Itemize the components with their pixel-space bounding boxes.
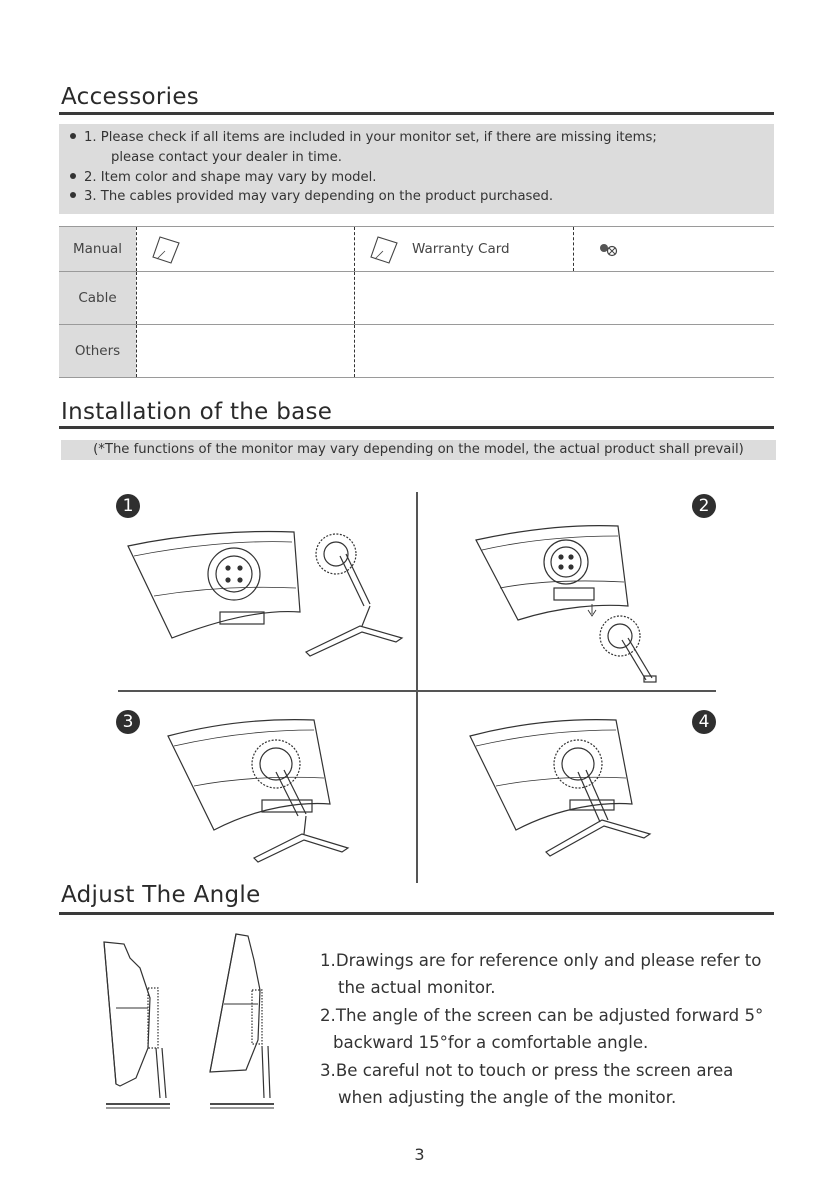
step-number-3: 3 — [116, 710, 140, 734]
installation-rule — [59, 426, 774, 429]
note-3: 3. The cables provided may vary depending on the product purchased. — [70, 189, 553, 204]
step-number-1: 1 — [116, 494, 140, 518]
bullet-icon — [70, 173, 76, 179]
angle-heading: Adjust The Angle — [61, 882, 261, 908]
accessories-table — [59, 226, 774, 378]
accessories-rule — [59, 112, 774, 115]
angle-instructions — [320, 947, 763, 1111]
table-row — [59, 325, 774, 378]
note-1: 1. Please check if all items are included in your monitor set, if there are missing items; — [70, 130, 657, 145]
page-number: 3 — [414, 1145, 425, 1164]
accessories-notes — [59, 124, 774, 214]
step-3-illustration — [164, 712, 364, 862]
angle-line-3: 2.The angle of the screen can be adjusted forward 5° — [320, 1005, 764, 1025]
angle-line-6: when adjusting the angle of the monitor. — [338, 1088, 677, 1108]
step-2-illustration — [472, 522, 672, 692]
angle-line-5: 3.Be careful not to touch or press the screen area — [320, 1060, 734, 1080]
step-4-illustration — [466, 712, 666, 862]
bullet-icon — [70, 192, 76, 198]
note-1-cont: please contact your dealer in time. — [111, 150, 342, 165]
manual-icon — [151, 235, 181, 265]
row-label-others: Others — [59, 325, 137, 378]
angle-line-4: backward 15°for a comfortable angle. — [333, 1033, 649, 1053]
accessories-heading: Accessories — [61, 84, 200, 110]
bullet-icon — [70, 133, 76, 139]
warranty-card-icon — [369, 235, 399, 265]
angle-line-2: the actual monitor. — [338, 978, 496, 998]
step-1-illustration — [124, 526, 414, 656]
row-label-manual: Manual — [59, 227, 137, 272]
monitor-side-backward-illustration — [206, 930, 286, 1110]
step-number-4: 4 — [692, 710, 716, 734]
table-row — [59, 227, 774, 272]
warranty-card-label: Warranty Card — [412, 241, 510, 257]
angle-rule — [59, 912, 774, 915]
row-label-cable: Cable — [59, 272, 137, 325]
grid-divider-vertical — [416, 492, 418, 883]
note-2: 2. Item color and shape may vary by model. — [70, 170, 377, 185]
installation-note: (*The functions of the monitor may vary depending on the model, the actual product shall prevail) — [61, 440, 776, 460]
monitor-side-forward-illustration — [100, 938, 180, 1118]
angle-line-1: 1.Drawings are for reference only and please refer to — [320, 951, 762, 970]
step-number-2: 2 — [692, 494, 716, 518]
table-row — [59, 272, 774, 325]
screws-icon — [598, 242, 622, 258]
installation-heading: Installation of the base — [61, 399, 333, 425]
